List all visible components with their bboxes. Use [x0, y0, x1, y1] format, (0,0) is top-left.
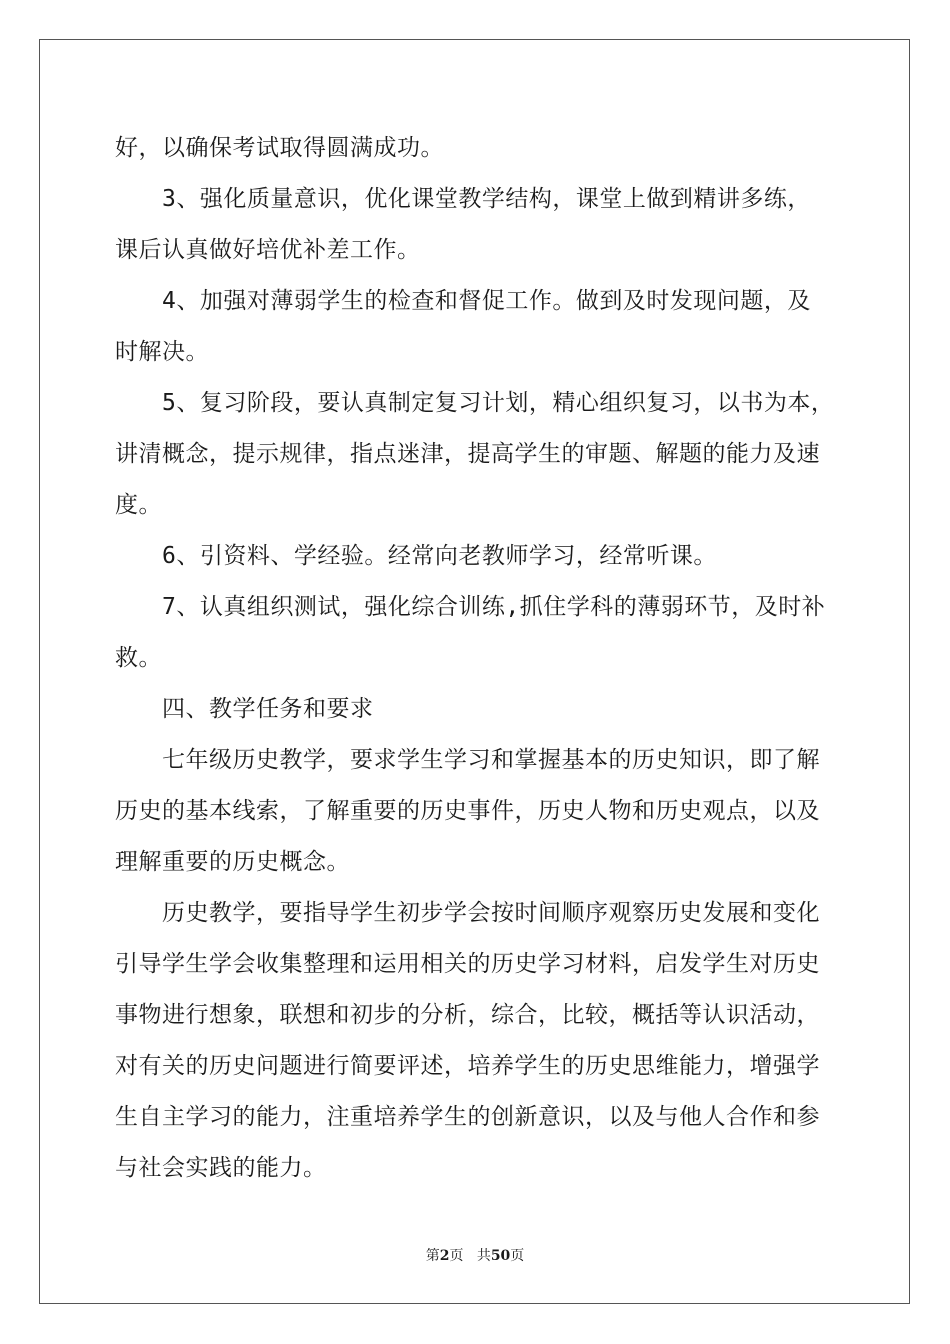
page-prefix: 第 — [425, 1248, 440, 1264]
document-body — [115, 123, 835, 1194]
text-line: 4、加强对薄弱学生的检查和督促工作。做到及时发现问题，及 — [162, 288, 811, 314]
text-line: 对有关的历史问题进行简要评述，培养学生的历史思维能力，增强学 — [115, 1053, 820, 1079]
text-line: 讲清概念，提示规律，指点迷津，提高学生的审题、解题的能力及速 — [115, 441, 820, 467]
text-line: 理解重要的历史概念。 — [115, 849, 350, 875]
text-line: 救。 — [115, 645, 162, 671]
text-line: 好，以确保考试取得圆满成功。 — [115, 135, 444, 161]
total-prefix: 共 — [476, 1248, 491, 1264]
text-line: 生自主学习的能力，注重培养学生的创新意识，以及与他人合作和参 — [115, 1104, 820, 1130]
text-line: 度。 — [115, 492, 162, 518]
page-number: 2 — [439, 1248, 450, 1264]
text-line: 3、强化质量意识，优化课堂教学结构，课堂上做到精讲多练， — [162, 186, 811, 212]
text-line: 引导学生学会收集整理和运用相关的历史学习材料，启发学生对历史 — [115, 951, 820, 977]
text-line: 历史教学，要指导学生初步学会按时间顺序观察历史发展和变化 — [162, 900, 820, 926]
text-line: 与社会实践的能力。 — [115, 1155, 327, 1181]
text-line: 7、认真组织测试，强化综合训练,抓住学科的薄弱环节，及时补 — [162, 594, 826, 620]
text-line: 课后认真做好培优补差工作。 — [115, 237, 421, 263]
text-line: 6、引资料、学经验。经常向老教师学习，经常听课。 — [162, 543, 717, 569]
text-line: 事物进行想象，联想和初步的分析，综合，比较，概括等认识活动， — [115, 1002, 820, 1028]
total-suffix: 页 — [510, 1248, 525, 1264]
section-heading: 四、教学任务和要求 — [162, 696, 374, 722]
text-line: 5、复习阶段，要认真制定复习计划，精心组织复习，以书为本， — [162, 390, 835, 416]
text-line: 时解决。 — [115, 339, 209, 365]
page-footer — [0, 1245, 950, 1265]
total-pages: 50 — [490, 1248, 511, 1264]
text-line: 历史的基本线索，了解重要的历史事件，历史人物和历史观点，以及 — [115, 798, 820, 824]
text-line: 七年级历史教学，要求学生学习和掌握基本的历史知识，即了解 — [162, 747, 820, 773]
page-suffix: 页 — [449, 1248, 464, 1264]
